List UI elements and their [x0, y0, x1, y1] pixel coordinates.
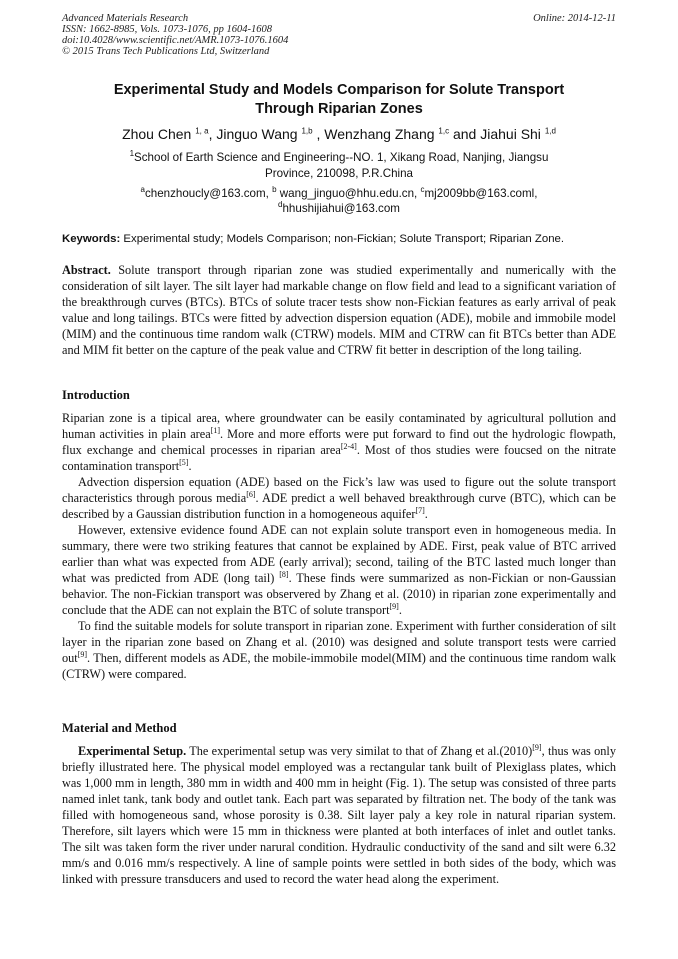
citation[interactable]: [9]	[77, 649, 88, 659]
email-address[interactable]: wang_jinguo@hhu.edu.cn,	[279, 187, 421, 200]
paragraph: Experimental Setup. The experimental setup was very similat to that of Zhang et al.(2010)[9], thus was only briefly illustrated here. The physical model employed was a rectangular tank built of Plexiglass plates, which was 1,000 mm in length, 380 mm in width and 400 mm in height (Fig. 1). The setup was consisted of three parts named inlet tank, tank body and outlet tank. Each part was separated by filtration net. The body of the tank was filled with homogeneous sand, whose porosity is 0.38. Silt layer paly a key role in natural riparian system. Therefore, silt layers which were 15 mm in thickness were planted at both interfaces of inlet and outlet tanks. The silt was taken form the river under narural condition. Hydraulic conductivity of the sand and silt were 6.32 mm/s and 0.016 mm/s respectively. A line of sample points were settled in both sides of the body, which was linked with pressure transducers and used to record the water head along the experiment.	[62, 742, 616, 886]
issn-line: ISSN: 1662-8985, Vols. 1073-1076, pp 1604-1608	[62, 24, 272, 35]
citation[interactable]: [8]	[279, 569, 289, 579]
keywords-text: Experimental study; Models Comparison; non-Fickian; Solute Transport; Riparian Zone.	[120, 233, 565, 245]
copyright-line: © 2015 Trans Tech Publications Ltd, Switzerland	[62, 46, 270, 57]
keywords	[62, 232, 616, 247]
abstract-text: Solute transport through riparian zone was studied experimentally and numerically with the consideration of silt layer. The silt layer had markable change on flow field and lead to a significant variation of the breakthrough curves (BTCs). BTCs of solute tracer tests show non-Fickian features as early arrival of peak value and long tailings. BTCs were fitted by advection dispersion equation (ADE), mobile and immobile model (MIM) and the continuous time random walk (CTRW) models. MIM and CTRW can fit BTCs better than ADE and MIM fit better on the capture of the peak value and CTRW fit better in description of the long tailing.	[62, 263, 616, 357]
email-superscript: d	[278, 200, 283, 210]
affiliation-line-1: School of Earth Science and Engineering--NO. 1, Xikang Road, Nanjing, Jiangsu	[134, 151, 549, 164]
paper-title	[62, 81, 616, 119]
method-body	[62, 743, 616, 887]
citation[interactable]: [2-4]	[340, 441, 357, 451]
author-name: Jiahui Shi	[480, 126, 541, 142]
email-address[interactable]: chenzhoucly@163.com,	[144, 187, 273, 200]
author-name: Zhou Chen	[122, 126, 192, 142]
author-name: Wenzhang Zhang	[324, 126, 435, 142]
method-heading: Material and Method	[62, 721, 177, 735]
author-name: Jinguo Wang	[216, 126, 298, 142]
paragraph: To find the suitable models for solute transport in riparian zone. Experiment with further consideration of silt layer in the riparian zone based on Zhang et al. (2010) was designed and solute transport tests were carried out[9]. Then, different models as ADE, the mobile-immobile model(MIM) and the continuous time random walk (CTRW) were compared.	[62, 619, 616, 681]
introduction-body	[62, 410, 616, 682]
abstract-label: Abstract.	[62, 263, 111, 277]
author-separator: ,	[208, 126, 217, 142]
affiliation-superscript: 1	[129, 149, 135, 159]
online-date: Online: 2014-12-11	[533, 13, 616, 24]
journal-name: Advanced Materials Research	[62, 13, 189, 24]
email-list	[95, 186, 583, 216]
author-superscript: 1,b	[301, 126, 313, 136]
citation[interactable]: [9]	[532, 742, 542, 752]
doi-line: doi:10.4028/www.scientific.net/AMR.1073-1076.1604	[62, 35, 289, 46]
email-superscript: a	[140, 185, 145, 195]
title-line-2: Through Riparian Zones	[255, 101, 423, 117]
author-list	[62, 125, 616, 143]
email-address[interactable]: mj2009bb@163.coml,	[424, 187, 538, 200]
keywords-label: Keywords:	[62, 233, 121, 245]
introduction-heading: Introduction	[62, 388, 130, 402]
abstract	[62, 262, 616, 358]
email-superscript: b	[272, 185, 277, 195]
subsection-label: Experimental Setup.	[78, 744, 187, 758]
citation[interactable]: [5]	[179, 457, 189, 467]
paragraph: Riparian zone is a tipical area, where groundwater can be easily contaminated by agricultural pollution and human activities in plain area[1]. More and more efforts were put forward to find out the hydrologic flowpath, flux exchange and chemical processes in riparian area[2-4]. Most of thos studies were foucsed on the nitrate contamination transport[5].	[62, 411, 617, 473]
paragraph: Advection dispersion equation (ADE) based on the Fick’s law was used to figure out the solute transport characteristics through porous media[6]. ADE predict a well behaved breakthrough curve (BTC), which can be described by a Gaussian distribution function in a homogeneous aquifer[7].	[62, 475, 616, 521]
email-superscript: c	[420, 185, 425, 195]
citation[interactable]: [9]	[389, 601, 399, 611]
author-separator: ,	[316, 126, 325, 142]
citation[interactable]: [6]	[246, 489, 256, 499]
author-superscript: 1,c	[438, 126, 450, 136]
author-superscript: 1, a	[195, 126, 209, 136]
paragraph: However, extensive evidence found ADE can not explain solute transport even in homogeneous media. In summary, there were two striking features that cannot be explained by ADE. First, peak value of BTC arrived earlier than what was expected from ADE (early arrival); second, tailing of the BTC lasted much longer than what was predicted from ADE (long tail) [8]. These finds were summarized as non-Fickian or non-Gaussian behavior. The non-Fickian transport was observered by Zhang et al. (2010) in riparian zone experimentally and conclude that the ADE can not explain the BTC of solute transport[9].	[62, 523, 616, 617]
author-separator: and	[449, 126, 481, 142]
email-address[interactable]: hhushijiahui@163.com	[282, 202, 400, 215]
author-superscript: 1,d	[544, 126, 556, 136]
citation[interactable]: [7]	[415, 505, 425, 515]
citation[interactable]: [1]	[210, 425, 221, 435]
affiliation	[95, 150, 583, 182]
title-line-1: Experimental Study and Models Comparison for Solute Transport	[113, 82, 565, 98]
affiliation-line-2: Province, 210098, P.R.China	[264, 167, 414, 180]
running-header	[62, 13, 616, 57]
